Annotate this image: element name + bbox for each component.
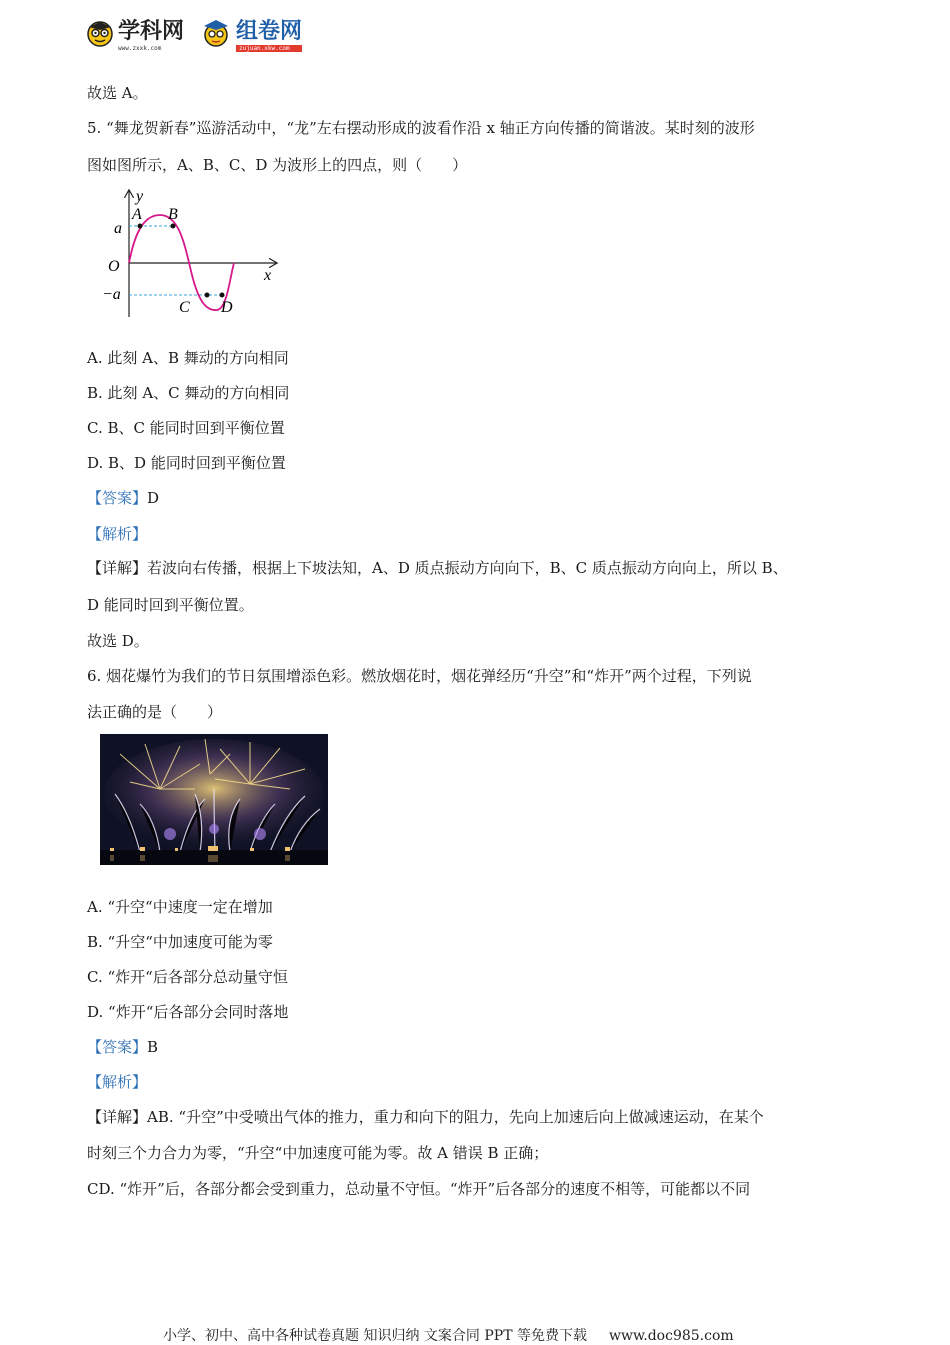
q5-answer-value: D [147, 489, 160, 507]
q6-option-a: A. “升空“中速度一定在增加 [87, 898, 273, 916]
q6-analysis-tag: 【解析】 [87, 1073, 148, 1091]
point-c-label: C [179, 299, 190, 316]
mascot-icon [86, 19, 114, 47]
q6-answer-value: B [147, 1038, 159, 1056]
q6-option-b: B. “升空“中加速度可能为零 [87, 933, 273, 951]
fireworks-photo [100, 734, 328, 865]
a-label: a [114, 220, 122, 237]
q5-detail-text1: 若波向右传播，根据上下坡法知，A、D 质点振动方向向下，B、C 质点振动方向向上，所以 B、 [147, 559, 788, 577]
logo2-sub: zujuan.xkw.com [236, 45, 302, 52]
point-a-dot [138, 224, 143, 229]
q6-detail-line1 [87, 1107, 764, 1127]
point-c-dot [205, 293, 210, 298]
q5-detail-tag: 【详解】 [87, 559, 148, 577]
zujuan-logo [200, 14, 302, 52]
q6-answer-tag: 【答案】 [87, 1038, 148, 1056]
logo2-text: 组卷网 [236, 19, 303, 44]
x-axis-label: x [264, 267, 272, 284]
origin-label: O [108, 258, 120, 275]
point-d-dot [220, 293, 225, 298]
mascot-icon [200, 17, 232, 49]
point-b-label: B [168, 206, 178, 223]
footer-text: 小学、初中、高中各种试卷真题 知识归纳 文案合同 PPT 等免费下载 [163, 1328, 587, 1344]
q5-answer-tag: 【答案】 [87, 489, 148, 507]
q5-option-b: B. 此刻 A、C 舞动的方向相同 [87, 384, 290, 402]
q5-option-a: A. 此刻 A、B 舞动的方向相同 [87, 349, 289, 367]
point-d-label: D [221, 299, 233, 316]
y-axis-label: y [136, 188, 144, 205]
q6-option-c: C. “炸开“后各部分总动量守恒 [87, 968, 288, 986]
q5-detail-line2: D 能同时回到平衡位置。 [87, 596, 254, 614]
q6-stem-line1: 6. 烟花爆竹为我们的节日氛围增添色彩。燃放烟花时，烟花弹经历“升空”和“炸开”两个过程，下列说 [87, 667, 752, 685]
logo1-text: 学科网 [118, 19, 185, 44]
q5-answer [87, 488, 159, 508]
q6-stem-line2: 法正确的是（ ） [87, 703, 223, 721]
wave-figure [100, 185, 290, 320]
q5-stem-text1: 5. “舞龙贺新春”巡游活动中，“龙”左右摆动形成的波看作沿 x 轴正方向传播的简谐波。某时刻的波形 [87, 119, 755, 137]
zxxk-logo [86, 14, 184, 52]
q6-option-d: D. “炸开“后各部分会同时落地 [87, 1003, 289, 1021]
prev-answer-select: 故选 A。 [87, 84, 148, 102]
q5-option-d: D. B、D 能同时回到平衡位置 [87, 454, 286, 472]
point-a-label: A [132, 206, 142, 223]
q6-detail-tag: 【详解】 [87, 1108, 148, 1126]
q6-detail-line3: CD. “炸开”后，各部分都会受到重力，总动量不守恒。“炸开”后各部分的速度不相等，可能都以不同 [87, 1180, 751, 1198]
q6-detail-text1: AB. “升空”中受喷出气体的推力，重力和向下的阻力，先向上加速后向上做减速运动，在某个 [147, 1108, 764, 1126]
q6-answer [87, 1037, 158, 1057]
q6-detail-line2: 时刻三个力合力为零，“升空“中加速度可能为零。故 A 错误 B 正确； [87, 1144, 549, 1162]
q5-stem-line2: 图如图所示，A、B、C、D 为波形上的四点，则（ ） [87, 156, 468, 174]
page-footer [163, 1325, 734, 1345]
neg-a-label: −a [102, 286, 121, 303]
q5-select: 故选 D。 [87, 632, 149, 650]
q5-detail-line1 [87, 558, 788, 578]
logo1-sub: www.zxxk.com [118, 45, 162, 52]
q5-analysis-tag: 【解析】 [87, 525, 148, 543]
point-b-dot [171, 224, 176, 229]
q5-stem-line1 [87, 118, 755, 138]
q5-option-c: C. B、C 能同时回到平衡位置 [87, 419, 285, 437]
footer-url[interactable]: www.doc985.com [608, 1328, 734, 1344]
